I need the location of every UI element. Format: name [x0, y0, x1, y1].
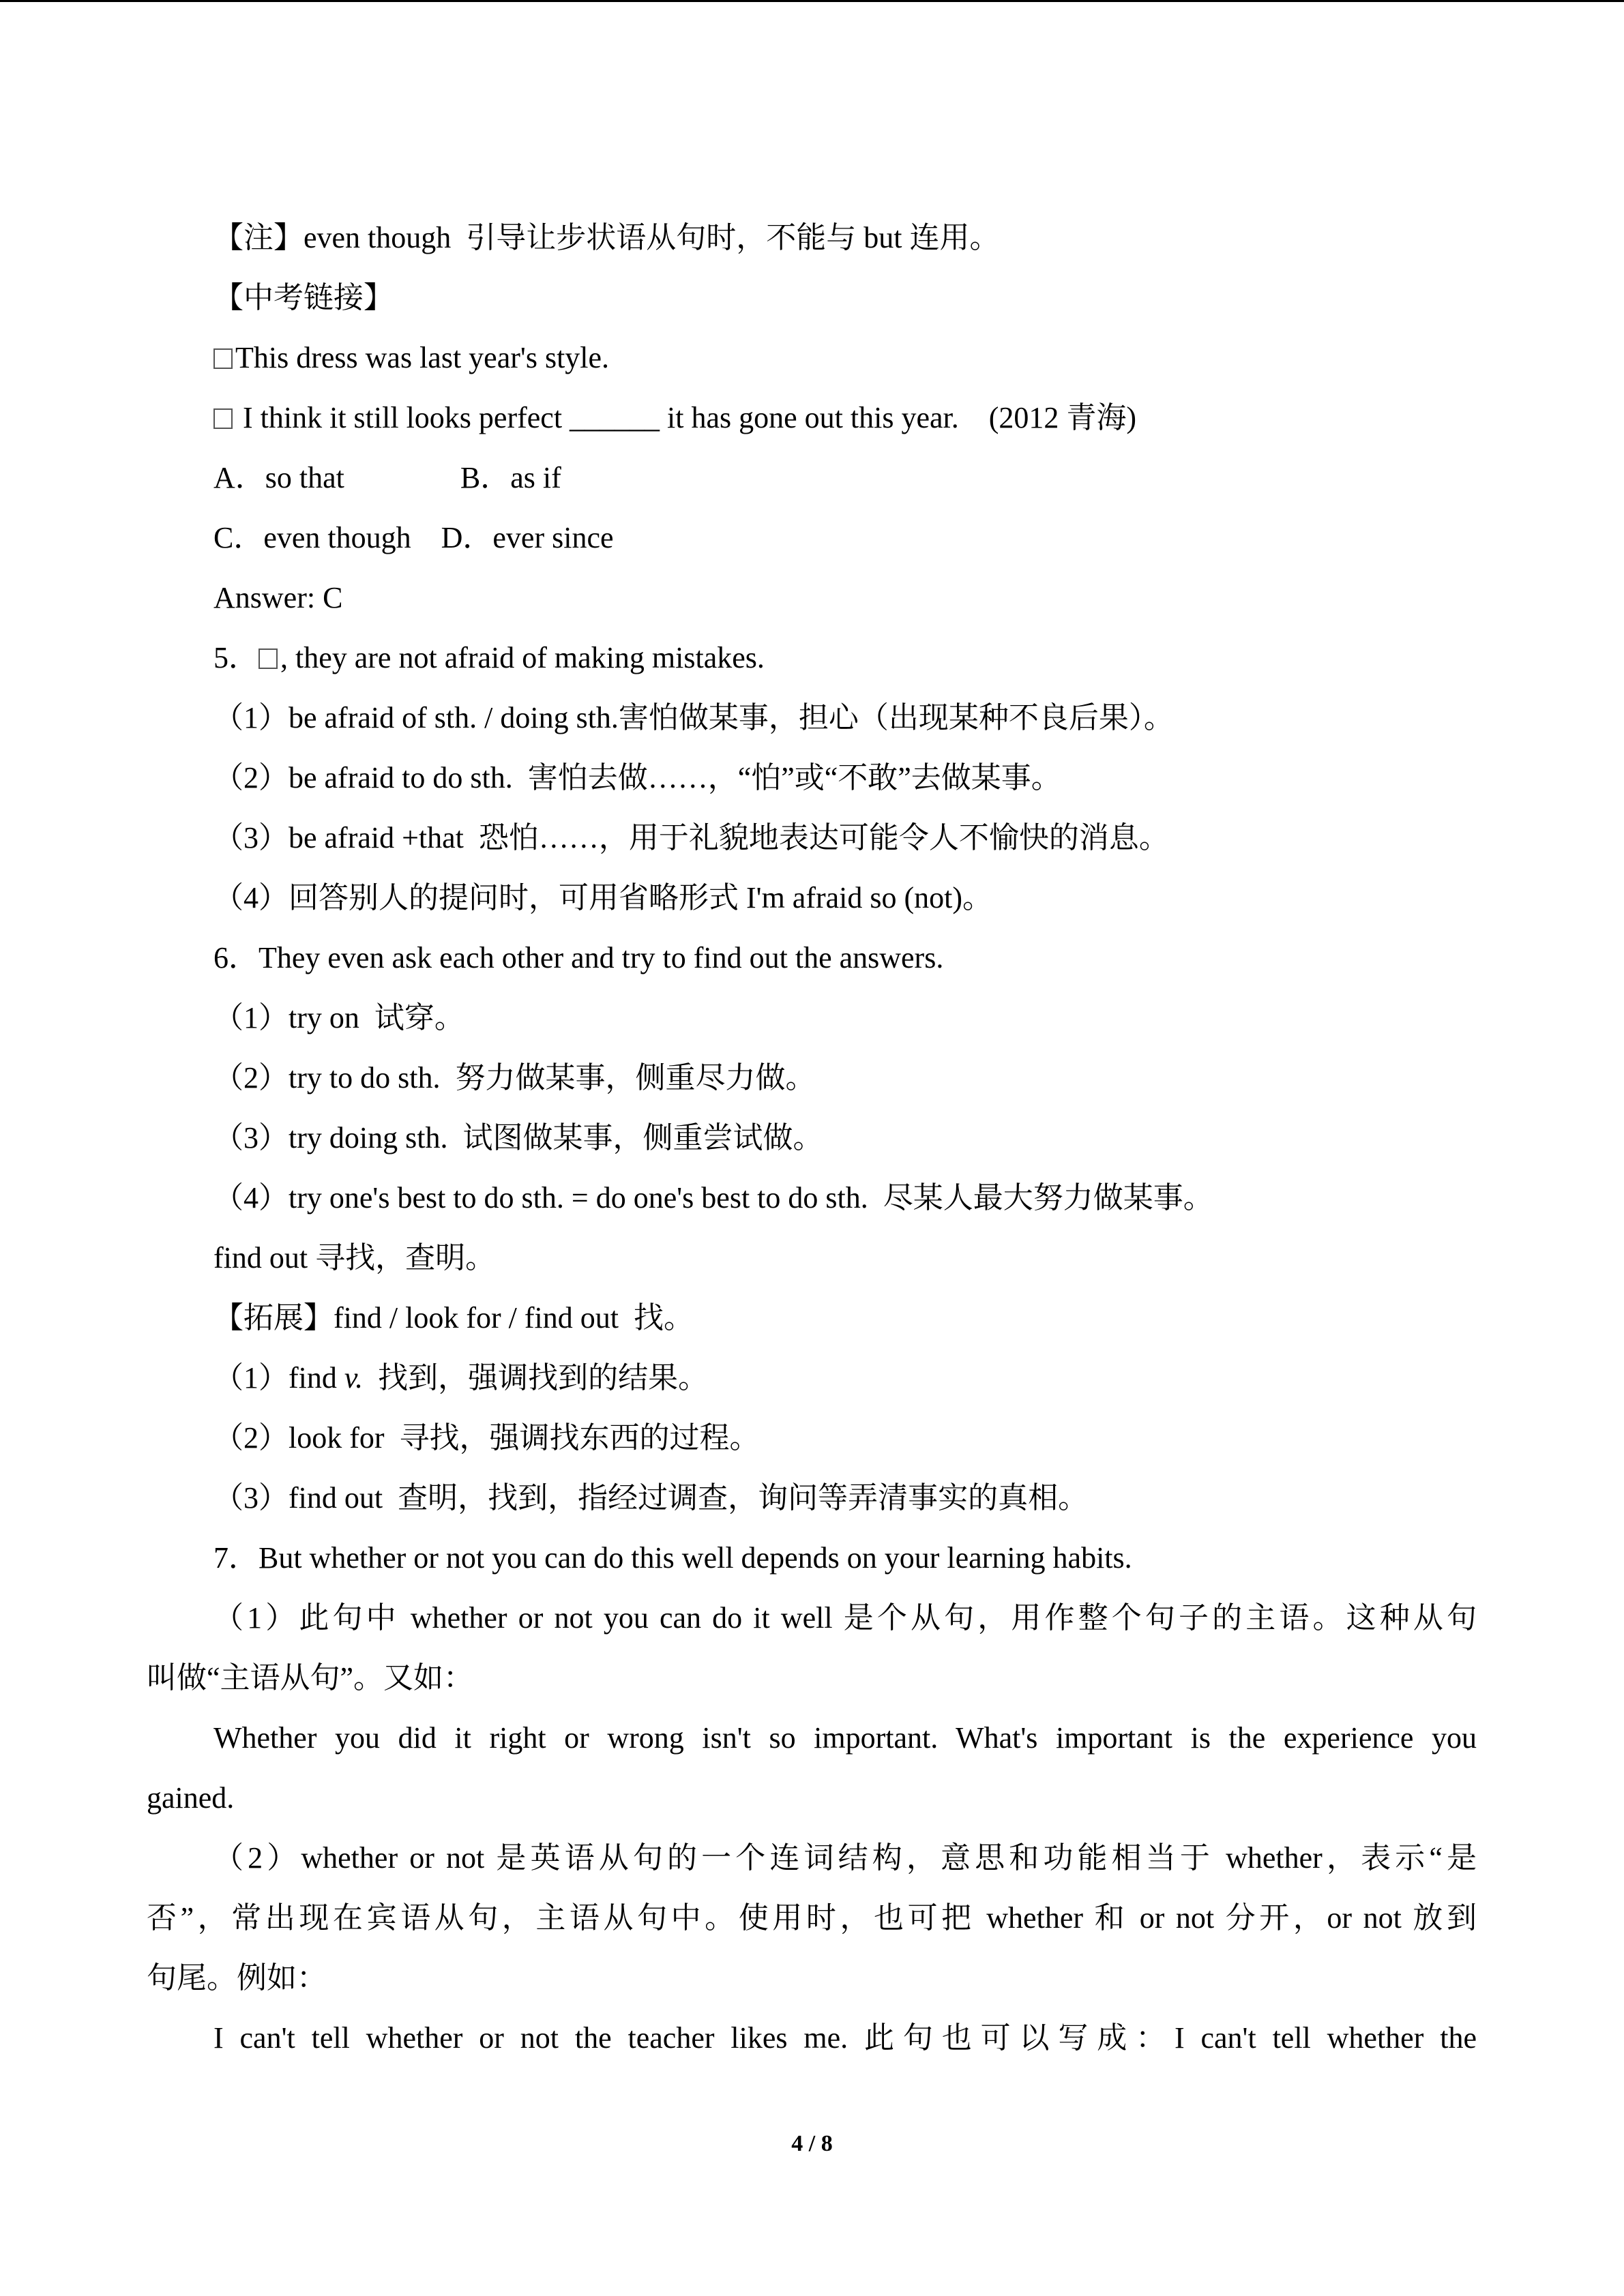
options-line-2: C．even though D．ever since — [213, 521, 614, 554]
item-5-heading — [147, 628, 1477, 688]
page-number — [0, 2131, 1624, 2157]
page-total: 8 — [821, 2131, 833, 2156]
item-5-point-4: （4）回答别人的提问时，可用省略形式 I'm afraid so (not)。 — [213, 881, 993, 914]
section-heading-exam-link: 【中考链接】 — [213, 281, 394, 314]
missing-glyph-box — [259, 648, 278, 669]
part-of-speech-label: v. — [344, 1361, 364, 1395]
example-sentence-1a: Whether you did it right or wrong isn't so important. What's important is the experience you — [213, 1721, 1477, 1755]
document-page — [147, 208, 1477, 2068]
extension-point-1 — [147, 1348, 1477, 1408]
note-line: 【注】even though 引导让步状语从句时，不能与 but 连用。 — [213, 221, 1000, 254]
item-6-point-3: （3）try doing sth. 试图做某事，侧重尝试做。 — [213, 1121, 823, 1154]
example-sentence-2: I can't tell whether or not the teacher likes me. 此句也可以写成：I can't tell whether the — [213, 2021, 1477, 2055]
exam-question-text-1: This dress was last year's style. — [235, 341, 610, 374]
find-out-line: find out 寻找，查明。 — [213, 1241, 496, 1274]
options-line-1 — [147, 448, 1477, 508]
item-5-point-1: （1）be afraid of sth. / doing sth.害怕做某事，担心（出现某种不良后果）。 — [213, 701, 1174, 734]
item-5-text: , they are not afraid of making mistakes. — [280, 641, 765, 674]
page-current: 4 — [791, 2131, 803, 2156]
extension-point-1-a: （1）find — [213, 1361, 344, 1395]
item-5-point-2: （2）be afraid to do sth. 害怕去做……，“怕”或“不敢”去做某事。 — [213, 761, 1061, 794]
item-5-number: 5． — [213, 641, 259, 674]
answer-line: Answer: C — [213, 581, 343, 614]
extension-point-3: （3）find out 查明，找到，指经过调查，询问等弄清事实的真相。 — [213, 1481, 1089, 1515]
item-7-explanation-1a: （1）此句中 whether or not you can do it well 是个从句，用作整个句子的主语。这种从句 — [213, 1601, 1477, 1635]
item-6-point-4: （4）try one's best to do sth. = do one's best to do sth. 尽某人最大努力做某事。 — [213, 1181, 1213, 1214]
exam-question-text-2: I think it still looks perfect ______ it has gone out this year. (2012 青海) — [235, 401, 1137, 434]
option-a: A．so that — [213, 461, 344, 494]
item-6-point-2: （2）try to do sth. 努力做某事，侧重尽力做。 — [213, 1061, 816, 1094]
item-7-explanation-2a: （2）whether or not 是英语从句的一个连词结构，意思和功能相当于 whether，表示“是 — [213, 1841, 1477, 1875]
exam-question-line-2 — [147, 388, 1477, 448]
item-7-explanation-1b: 叫做“主语从句”。又如： — [147, 1661, 474, 1695]
exam-question-line-1 — [147, 328, 1477, 388]
item-6-heading: 6．They even ask each other and try to find out the answers. — [213, 941, 944, 974]
missing-glyph-box — [213, 348, 233, 369]
item-7-explanation-2b: 否”，常出现在宾语从句，主语从句中。使用时，也可把 whether 和 or not 分开，or not 放到 — [147, 1901, 1477, 1935]
extension-heading: 【拓展】find / look for / find out 找。 — [213, 1301, 694, 1335]
item-5-point-3: （3）be afraid +that 恐怕……，用于礼貌地表达可能令人不愉快的消息。 — [213, 821, 1169, 854]
missing-glyph-box — [213, 408, 233, 429]
item-6-point-1: （1）try on 试穿。 — [213, 1001, 464, 1034]
item-7-explanation-2c: 句尾。例如： — [147, 1961, 327, 1995]
item-7-heading: 7．But whether or not you can do this well depends on your learning habits. — [213, 1541, 1132, 1575]
option-b: B．as if — [460, 461, 561, 494]
page-separator: / — [803, 2131, 821, 2156]
top-border-line — [0, 0, 1624, 2]
extension-point-2: （2）look for 寻找，强调找东西的过程。 — [213, 1421, 760, 1455]
example-sentence-1b: gained. — [147, 1781, 235, 1815]
extension-point-1-c: 找到，强调找到的结果。 — [363, 1361, 709, 1395]
